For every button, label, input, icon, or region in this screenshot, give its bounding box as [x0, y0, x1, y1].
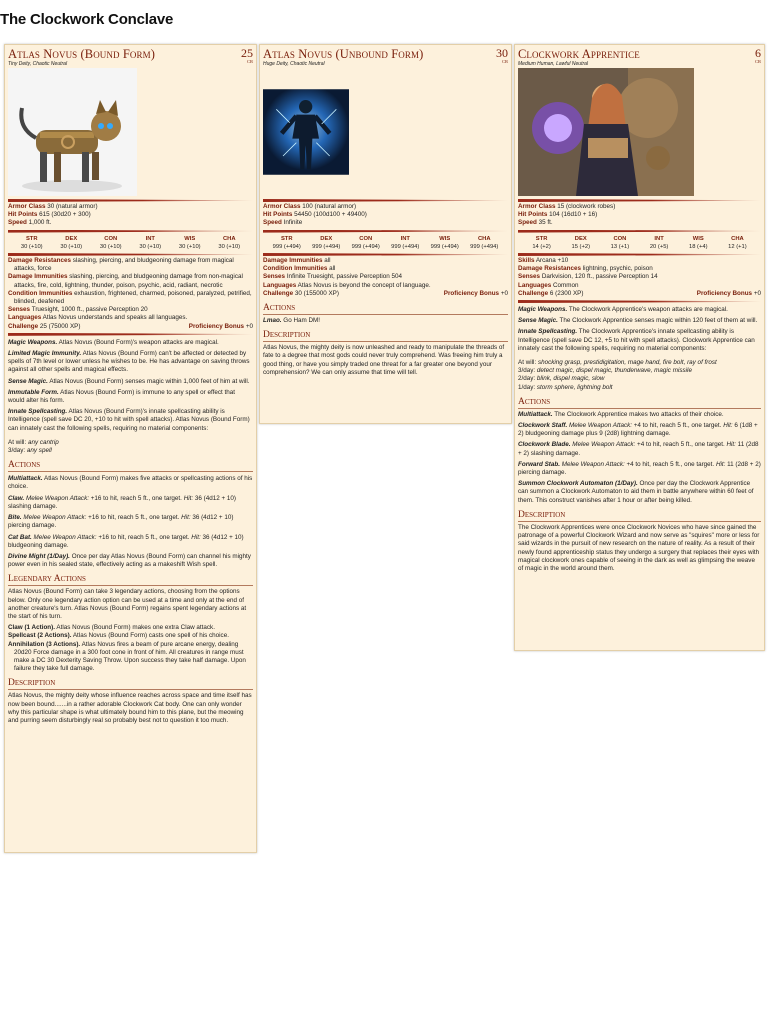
- prop-value: slashing, piercing, and bludgeoning damage from non-magical attacks, fire, cold, lightning, thunder, poison, psychic, acid, radiant, necrotic: [14, 273, 243, 289]
- ability-value: 30 (+10): [60, 243, 83, 250]
- spell-names: detect magic, dispel magic, thunderwave, magic missile: [536, 367, 692, 375]
- armor-class-label: Armor Class: [263, 203, 301, 210]
- hit-points-value: 54450 (100d100 + 49400): [294, 211, 367, 219]
- prop-label: Senses: [8, 306, 31, 314]
- prop-label: Senses: [263, 273, 286, 281]
- action-text: +4 to hit, reach 5 ft., one target.: [633, 422, 722, 430]
- divider: [263, 199, 508, 202]
- action: [518, 480, 761, 505]
- ability-value: 999 (+494): [312, 243, 341, 250]
- action-name: Clockwork Blade.: [518, 441, 571, 449]
- trait-text: Atlas Novus (Bound Form) can't be affected or detected by spells of 7th level or lower unless he wishes to be. He has advantage on saving throws against all other spells and magical effects.: [8, 350, 250, 374]
- prop-value: all: [329, 265, 336, 273]
- prop-value: Truesight, 1000 ft., passive Perception 20: [31, 306, 148, 314]
- prop-label: Condition Immunities: [263, 265, 328, 273]
- creature-type: Medium Human, Lawful Neutral: [518, 61, 589, 67]
- action-text: +16 to hit, reach 5 ft., one target.: [98, 533, 190, 541]
- glowing-deity-icon: [263, 68, 349, 196]
- prop-value: Atlas Novus is beyond the concept of language.: [297, 281, 431, 289]
- prop-label: Languages: [8, 314, 42, 322]
- hit-points-label: Hit Points: [263, 211, 293, 219]
- speed-value: Infinite: [283, 219, 303, 227]
- ability-value: 13 (+1): [610, 243, 630, 250]
- legendary-name: Claw (1 Action).: [8, 624, 55, 632]
- divider: [8, 333, 253, 336]
- trait-name: Sense Magic.: [518, 317, 558, 325]
- hit-label: Hit:: [191, 533, 201, 541]
- trait: [8, 408, 253, 433]
- action-name: Claw.: [8, 494, 25, 502]
- ability-name: WIS: [439, 235, 451, 242]
- spell-freq: At will:: [8, 438, 27, 446]
- ability-name: CHA: [477, 235, 491, 242]
- challenge-rating: [755, 47, 761, 64]
- ability-name: WIS: [184, 235, 196, 242]
- attack-type: Melee Weapon Attack:: [568, 422, 632, 430]
- ability-name: DEX: [65, 235, 78, 242]
- ability-value: 30 (+10): [139, 243, 162, 250]
- hit-points-label: Hit Points: [518, 211, 548, 219]
- proficiency-label: Proficiency Bonus: [188, 322, 245, 330]
- ability-value: 30 (+10): [20, 243, 43, 250]
- attack-type: Melee Weapon Attack:: [33, 533, 97, 541]
- speed-value: 1,000 ft.: [28, 219, 52, 227]
- trait-text: Atlas Novus (Bound Form)'s innate spellcasting ability is Intelligence (spell save DC 20, +10 to hit with spell attacks). Atlas Novus (Bound Form) can innately cast the following spells, requiring no material components:: [8, 408, 250, 432]
- armor-class-value: 30 (natural armor): [47, 203, 98, 210]
- speed-label: Speed: [8, 219, 27, 227]
- ability-value: 20 (+5): [649, 243, 669, 250]
- challenge-value: 6 (2300 XP): [549, 289, 584, 297]
- legendary-action: [8, 632, 253, 640]
- section-heading-actions: Actions: [8, 460, 253, 472]
- ability-name: CON: [359, 235, 373, 242]
- trait: [518, 306, 761, 314]
- creature-name: Atlas Novus (Bound Form): [8, 47, 155, 61]
- trait-name: Innate Spellcasting.: [8, 408, 68, 416]
- action: [8, 495, 253, 511]
- cr-value: 25: [241, 46, 253, 60]
- spell-names: any cantrip: [27, 438, 59, 446]
- ability-scores: [8, 234, 253, 251]
- trait-name: Magic Weapons.: [518, 306, 568, 314]
- action: [518, 441, 761, 457]
- cr-label: CR: [754, 59, 761, 64]
- ability-name: STR: [535, 235, 548, 242]
- action: [8, 534, 253, 550]
- trait: [8, 350, 253, 375]
- ability-value: 999 (+494): [430, 243, 459, 250]
- speed-label: Speed: [518, 219, 537, 227]
- spell-names: any spell: [26, 447, 52, 455]
- action: [8, 514, 253, 530]
- trait: [8, 378, 253, 386]
- ability-value: 999 (+494): [391, 243, 420, 250]
- ability-name: WIS: [692, 235, 704, 242]
- hit-label: Hit:: [723, 422, 733, 430]
- divider: [8, 253, 253, 256]
- damage-text: 6 (1d8 + 2) bludgeoning damage plus 9 (2d8) lightning damage.: [518, 422, 758, 438]
- proficiency-value: +0: [500, 289, 508, 297]
- armor-class-value: 100 (natural armor): [302, 203, 357, 210]
- ability-name: INT: [654, 235, 664, 242]
- legendary-text: Atlas Novus fires a beam of pure arcane energy, dealing 20d20 Force damage in a 300 foot cone in front of him. All creatures in range must make a DC 30 Dexterity Saving Throw. Upon success they take half damage. Upon failure they take full damage.: [14, 640, 246, 673]
- action: [518, 422, 761, 438]
- spell-freq: 3/day:: [8, 447, 26, 455]
- hit-points-value: 615 (30d20 + 300): [39, 211, 91, 219]
- divider: [518, 230, 761, 233]
- hit-points-value: 104 (16d10 + 16): [549, 211, 598, 219]
- challenge-label: Challenge: [8, 322, 39, 330]
- ability-name: INT: [400, 235, 410, 242]
- damage-text: 36 (4d12 + 10) piercing damage.: [8, 514, 234, 530]
- trait-text: Atlas Novus (Bound Form) senses magic within 1,000 feet of him at will.: [49, 377, 250, 385]
- action-text: +4 to hit, reach 5 ft., one target.: [637, 441, 725, 449]
- hit-label: Hit:: [726, 441, 736, 449]
- description-text: The Clockwork Apprentices were once Clockwork Novices who have since gained the patronage of a powerful Clockwork Wizard and now serve as "squires" more or less for said wizards in the pursuit of new research on the nature of reality. As a result of their newly found apprenticeship status they undergo a surgery that replaces their eyes with magical clockwork ones capable of seeing in the dark as well as glimpsing the weave of magic in the world around them.: [518, 523, 760, 572]
- ability-value: 30 (+10): [99, 243, 122, 250]
- action-text: +16 to hit, reach 5 ft., one target.: [90, 494, 182, 502]
- legendary-intro: Atlas Novus (Bound Form) can take 3 legendary actions, choosing from the options below. Only one legendary action option can be used at a time and only at the end of another creature's turn. Atlas Novus (Bound Form) regains spent legendary actions at the start of his turn.: [8, 588, 247, 620]
- hit-label: Hit:: [181, 514, 191, 522]
- challenge-value: 30 (155000 XP): [294, 289, 339, 297]
- action: [518, 461, 761, 477]
- cr-label: CR: [501, 59, 508, 64]
- action-name: Cat Bat.: [8, 533, 32, 541]
- challenge-rating: [496, 47, 508, 64]
- action-text: Atlas Novus (Bound Form) makes five attacks or spellcasting actions of his choice.: [8, 475, 253, 491]
- divider: [8, 230, 253, 233]
- spell-freq: 1/day:: [518, 383, 536, 391]
- section-heading-description: Description: [8, 678, 253, 690]
- page-title: The Clockwork Conclave: [0, 11, 174, 28]
- cr-value: 6: [755, 46, 761, 60]
- hit-label: Hit:: [183, 494, 194, 502]
- trait-text: The Clockwork Apprentice senses magic within 120 feet of them at will.: [559, 317, 758, 325]
- trait-text: The Clockwork Apprentice's weapon attacks are magical.: [568, 306, 728, 314]
- attack-type: Melee Weapon Attack:: [25, 494, 89, 502]
- proficiency-label: Proficiency Bonus: [696, 289, 753, 297]
- prop-value: lightning, psychic, poison: [582, 265, 653, 273]
- trait-name: Limited Magic Immunity.: [8, 350, 82, 358]
- ability-value: 999 (+494): [470, 243, 499, 250]
- action-name: Multiattack.: [8, 475, 43, 483]
- mechanical-cat-icon: [8, 68, 137, 196]
- description-text: Atlas Novus, the mighty deity whose influence reaches across space and time itself has now been bound.......in a rather adorable Clockwork Cat body. One can only wonder why this particular shape is what ultimately bound him to this plane, but the meowing and purring seem disturbingly real so probably best not to question it too much.: [8, 692, 252, 724]
- prop-label: Damage Immunities: [263, 257, 323, 265]
- challenge-value: 25 (75000 XP): [39, 322, 81, 330]
- trait: [518, 317, 761, 325]
- trait: [8, 389, 253, 405]
- ability-name: DEX: [320, 235, 333, 242]
- ability-value: 999 (+494): [272, 243, 301, 250]
- stat-block-atlas-unbound: [259, 44, 512, 424]
- action-text: The Clockwork Apprentice makes two attacks of their choice.: [554, 410, 724, 418]
- spell-names: shocking grasp, prestidigitation, mage hand, fire bolt, ray of frost: [537, 359, 717, 367]
- ability-value: 18 (+4): [689, 243, 708, 250]
- divider: [518, 199, 761, 202]
- section-heading-description: Description: [518, 510, 761, 522]
- spell-freq: 3/day:: [518, 367, 536, 375]
- prop-value: slashing, piercing, and bludgeoning damage from magical attacks, force: [14, 257, 234, 273]
- cr-label: CR: [246, 59, 253, 64]
- action: [518, 411, 761, 419]
- prop-label: Skills: [518, 257, 535, 265]
- stat-block-clockwork-apprentice: [514, 44, 765, 651]
- action-name: Clockwork Staff.: [518, 422, 568, 430]
- prop-value: Common: [553, 281, 579, 289]
- action-text: +16 to hit, reach 5 ft., one target.: [88, 514, 180, 522]
- proficiency-label: Proficiency Bonus: [443, 289, 500, 297]
- trait: [518, 328, 761, 353]
- spell-names: blink, dispel magic, slow: [536, 375, 605, 383]
- trait-name: Immutable Form.: [8, 388, 59, 396]
- spell-names: storm sphere, lightning bolt: [536, 383, 613, 391]
- trait-name: Innate Spellcasting.: [518, 328, 578, 336]
- section-heading-actions: Actions: [518, 397, 761, 409]
- action-name: Forward Stab.: [518, 460, 560, 468]
- ability-name: CHA: [731, 235, 744, 242]
- ability-value: 999 (+494): [351, 243, 380, 250]
- prop-label: Languages: [263, 281, 297, 289]
- challenge-rating: [241, 47, 253, 64]
- challenge-label: Challenge: [263, 289, 294, 297]
- prop-label: Senses: [518, 273, 541, 281]
- divider: [518, 300, 761, 303]
- challenge-label: Challenge: [518, 289, 549, 297]
- cr-value: 30: [496, 46, 508, 60]
- legendary-text: Atlas Novus (Bound Form) makes one extra Claw attack.: [56, 624, 215, 632]
- ability-value: 14 (+2): [532, 243, 551, 250]
- hit-label: Hit:: [715, 460, 726, 468]
- armor-class-label: Armor Class: [518, 203, 556, 210]
- ability-name: DEX: [574, 235, 587, 242]
- damage-text: 36 (4d12 + 10) bludgeoning damage.: [8, 533, 244, 549]
- trait: [8, 339, 253, 347]
- trait-name: Sense Magic.: [8, 377, 48, 385]
- apprentice-mage-icon: [518, 68, 694, 196]
- spell-list: [518, 359, 761, 392]
- divider: [263, 230, 508, 233]
- action-name: Bite.: [8, 514, 22, 522]
- divider: [263, 253, 508, 256]
- action-name: Multiattack.: [518, 410, 553, 418]
- action-text: Go Ham DM!: [283, 317, 321, 325]
- stat-block-atlas-bound: [4, 44, 257, 853]
- ability-name: INT: [145, 235, 155, 242]
- trait-text: The Clockwork Apprentice's innate spellcasting ability is Intelligence (spell save DC 12, +5 to hit with spell attacks). Clockwork Apprentice can innately cast the following spells, requiring no material components:: [518, 328, 755, 352]
- prop-value: Arcana +10: [535, 257, 569, 265]
- ability-name: STR: [25, 235, 38, 242]
- damage-text: 11 (2d8 + 2) slashing damage.: [518, 441, 759, 457]
- legendary-name: Annihilation (3 Actions).: [8, 640, 81, 648]
- ability-value: 15 (+2): [571, 243, 591, 250]
- creature-type: Tiny Deity, Chaotic Neutral: [8, 61, 68, 67]
- ability-scores: [263, 234, 508, 251]
- action: [8, 553, 253, 569]
- prop-value: exhaustion, frightened, charmed, poisoned, paralyzed, petrified, blinded, deafened: [14, 289, 252, 306]
- armor-class-value: 15 (clockwork robes): [557, 203, 616, 210]
- divider: [8, 199, 253, 202]
- spell-list: [8, 439, 253, 455]
- ability-name: CON: [104, 235, 118, 242]
- action-text: Once per day the Clockwork Apprentice can summon a Clockwork Automaton to aid them in battle anywhere within 60 feet of them. This construct vanishes after 1 hour or after being killed.: [518, 480, 754, 504]
- prop-label: Damage Resistances: [518, 265, 582, 273]
- legendary-action: [8, 641, 253, 674]
- legendary-text: Atlas Novus (Bound Form) casts one spell of his choice.: [72, 632, 229, 640]
- attack-type: Melee Weapon Attack:: [23, 514, 87, 522]
- action-text: +4 to hit, reach 5 ft., one target.: [626, 460, 715, 468]
- action-name: Summon Clockwork Automaton (1/Day).: [518, 480, 638, 488]
- ability-scores: [518, 234, 761, 251]
- damage-text: 11 (2d8 + 2) piercing damage.: [518, 460, 761, 477]
- ability-name: STR: [280, 235, 293, 242]
- ability-name: CHA: [222, 235, 236, 242]
- action: [263, 317, 508, 325]
- prop-label: Damage Immunities: [8, 273, 68, 281]
- prop-value: Atlas Novus understands and speaks all languages.: [42, 314, 188, 322]
- proficiency-value: +0: [245, 322, 253, 330]
- section-heading-description: Description: [263, 330, 508, 342]
- proficiency-value: +0: [753, 289, 761, 297]
- trait-name: Magic Weapons.: [8, 338, 58, 346]
- spell-freq: At will:: [518, 359, 537, 367]
- attack-type: Melee Weapon Attack:: [572, 441, 636, 449]
- prop-label: Condition Immunities: [8, 289, 73, 297]
- attack-type: Melee Weapon Attack:: [561, 460, 625, 468]
- legendary-action: [8, 624, 253, 632]
- prop-label: Damage Resistances: [8, 257, 72, 265]
- ability-value: 30 (+10): [178, 243, 201, 250]
- section-heading-legendary: Legendary Actions: [8, 574, 253, 586]
- ability-name: CON: [613, 235, 627, 242]
- hit-points-label: Hit Points: [8, 211, 38, 219]
- prop-value: all: [324, 257, 331, 265]
- action-name: Lmao.: [263, 317, 282, 325]
- prop-value: Darkvision, 120 ft., passive Perception 14: [541, 273, 658, 281]
- speed-value: 35 ft.: [538, 219, 553, 227]
- damage-text: 36 (4d12 + 10) slashing damage.: [8, 494, 237, 510]
- spell-freq: 2/day:: [518, 375, 536, 383]
- action: [8, 475, 253, 491]
- legendary-name: Spellcast (2 Actions).: [8, 632, 72, 640]
- description-text: Atlas Novus, the mighty deity is now unleashed and ready to manipulate the threads of fate to a degree that most gods could never truly comprehend. Was freeing him truly a good thing, or have you simply traded one threat for a far greater one beyond your comprehension? We can only assume that time will tell.: [263, 344, 505, 376]
- creature-name: Atlas Novus (Unbound Form): [263, 47, 424, 61]
- creature-type: Huge Deity, Chaotic Neutral: [263, 61, 325, 67]
- speed-label: Speed: [263, 219, 282, 227]
- creature-name: Clockwork Apprentice: [518, 47, 640, 61]
- ability-value: 12 (+1): [728, 243, 747, 250]
- action-name: Divine Might (1/Day).: [8, 552, 70, 560]
- divider: [518, 253, 761, 256]
- ability-value: 30 (+10): [218, 243, 241, 250]
- trait-text: Atlas Novus (Bound Form)'s weapon attacks are magical.: [58, 338, 219, 346]
- section-heading-actions: Actions: [263, 303, 508, 315]
- action-text: Once per day Atlas Novus (Bound Form) can channel his mighty power even in his sealed state, effectively acting as a makeshift Wish spell.: [8, 552, 251, 569]
- armor-class-label: Armor Class: [8, 203, 46, 210]
- prop-value: Infinite Truesight, passive Perception 504: [286, 273, 402, 281]
- prop-label: Languages: [518, 281, 552, 289]
- trait-text: Atlas Novus (Bound Form) is immune to any spell or effect that would alter his form.: [8, 388, 236, 405]
